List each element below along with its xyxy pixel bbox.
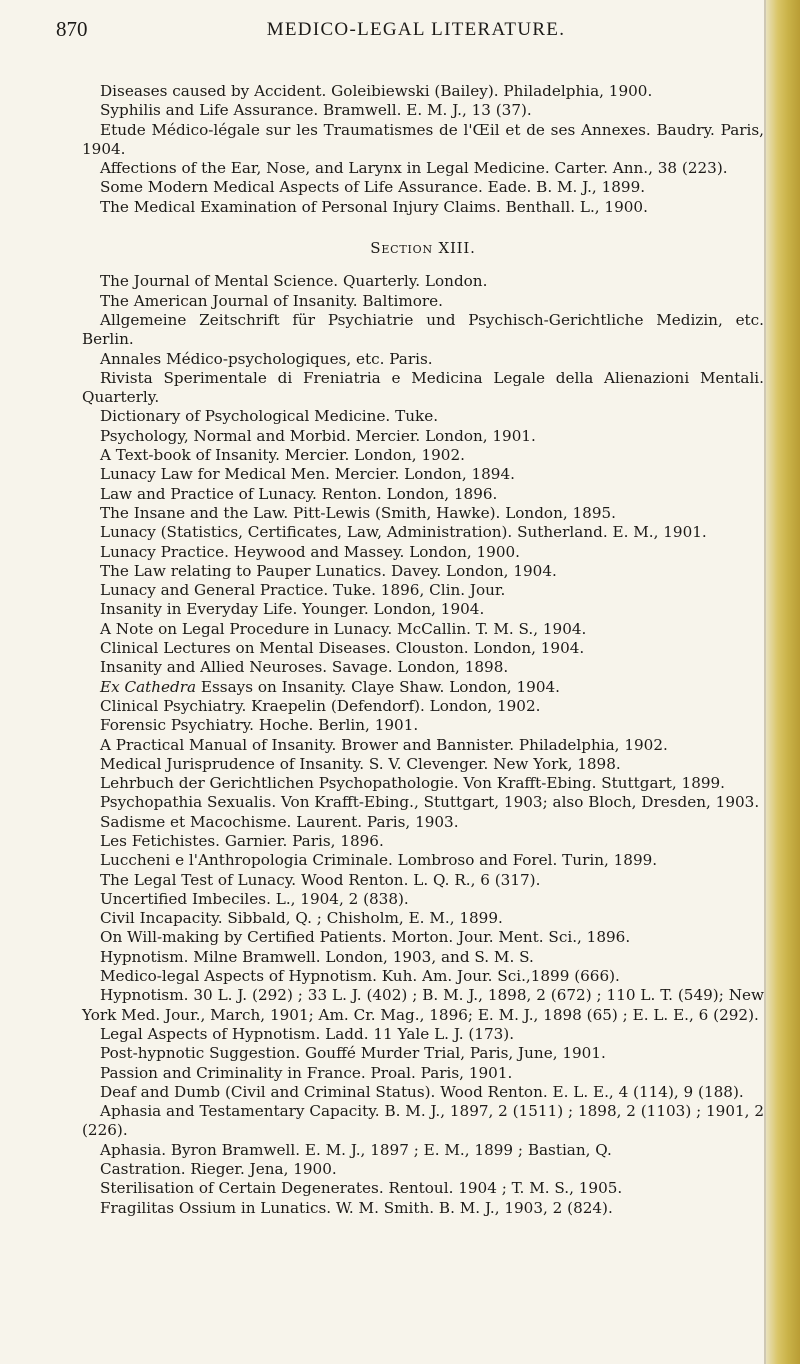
bibliography-entry: Sterilisation of Certain Degenerates. Rentoul. 1904 ; T. M. S., 1905. xyxy=(100,1179,623,1198)
bibliography-entry: Medical Jurisprudence of Insanity. S. V. Clevenger. New York, 1898. xyxy=(100,754,621,773)
bibliography-entry: Psychology, Normal and Morbid. Mercier. London, 1901. xyxy=(100,426,536,445)
page-header xyxy=(56,16,776,46)
bibliography-entry: Aphasia. Byron Bramwell. E. M. J., 1897 ; E. M., 1899 ; Bastian, Q. xyxy=(100,1140,612,1159)
ex-cathedra-italic: Ex Cathedra xyxy=(100,677,197,696)
bibliography-entry: Allgemeine Zeitschrift für Psychiatrie und Psychisch-Gerichtliche Medizin, etc. Berlin. xyxy=(82,310,764,349)
bibliography-entry: Annales Médico-psychologiques, etc. Paris. xyxy=(100,349,433,368)
bibliography-entry: Psychopathia Sexualis. Von Krafft-Ebing., Stuttgart, 1903; also Bloch, Dresden, 1903. xyxy=(100,793,760,812)
bibliography-entry: Lunacy and General Practice. Tuke. 1896, Clin. Jour. xyxy=(100,581,506,600)
bibliography-entry: Passion and Criminality in France. Proal. Paris, 1901. xyxy=(100,1063,513,1082)
bibliography-entry: Les Fetichistes. Garnier. Paris, 1896. xyxy=(100,831,384,850)
bibliography-entry xyxy=(82,678,764,697)
bibliography-entry: Clinical Psychiatry. Kraepelin (Defendorf). London, 1902. xyxy=(100,696,541,715)
bibliography-entry: Fragilitas Ossium in Lunatics. W. M. Smith. B. M. J., 1903, 2 (824). xyxy=(100,1198,613,1217)
bibliography-entry: The Legal Test of Lunacy. Wood Renton. L. Q. R., 6 (317). xyxy=(100,870,541,889)
section-heading: Section XIII. xyxy=(370,239,476,258)
bibliography-entry: Law and Practice of Lunacy. Renton. London, 1896. xyxy=(100,484,498,503)
bibliography-entry: On Will-making by Certified Patients. Morton. Jour. Ment. Sci., 1896. xyxy=(100,928,631,947)
bibliography-entry: Forensic Psychiatry. Hoche. Berlin, 1901. xyxy=(100,716,419,735)
bibliography-entry: Affections of the Ear, Nose, and Larynx in Legal Medicine. Carter. Ann., 38 (223). xyxy=(100,159,728,178)
bibliography-entry: The Law relating to Pauper Lunatics. Davey. London, 1904. xyxy=(100,561,557,580)
bibliography-entry: Sadisme et Macochisme. Laurent. Paris, 1903. xyxy=(100,812,459,831)
bibliography-entry: Dictionary of Psychological Medicine. Tuke. xyxy=(100,407,439,426)
bibliography-entry: Lunacy Law for Medical Men. Mercier. London, 1894. xyxy=(100,465,515,484)
bibliography-entry: Luccheni e l'Anthropologia Criminale. Lombroso and Forel. Turin, 1899. xyxy=(100,851,658,870)
bibliography-entry: The American Journal of Insanity. Baltimore. xyxy=(100,291,443,310)
bibliography-entry: Some Modern Medical Aspects of Life Assurance. Eade. B. M. J., 1899. xyxy=(100,178,646,197)
bibliography-entry: Syphilis and Life Assurance. Bramwell. E. M. J., 13 (37). xyxy=(100,101,532,120)
bibliography-entry: Medico-legal Aspects of Hypnotism. Kuh. Am. Jour. Sci.,1899 (666). xyxy=(100,967,620,986)
bibliography-entry: Hypnotism. 30 L. J. (292) ; 33 L. J. (402) ; B. M. J., 1898, 2 (672) ; 110 L. T. (549); New York Med. Jour., March, 1901; Am. Cr. Mag., 1896; E. M. J., 1898 (65) ; E. L. E., 6 (292). xyxy=(82,986,764,1024)
bibliography-entry: A Practical Manual of Insanity. Brower and Bannister. Philadelphia, 1902. xyxy=(100,735,668,754)
bibliography-entry: Lunacy Practice. Heywood and Massey. London, 1900. xyxy=(100,542,520,561)
bibliography-entry: Uncertified Imbeciles. L., 1904, 2 (838). xyxy=(100,889,409,908)
bibliography-entry: Lunacy (Statistics, Certificates, Law, Administration). Sutherland. E. M., 1901. xyxy=(100,523,707,542)
bibliography-entry: Insanity and Allied Neuroses. Savage. London, 1898. xyxy=(100,658,509,677)
bibliography-entry: Legal Aspects of Hypnotism. Ladd. 11 Yale L. J. (173). xyxy=(100,1024,515,1043)
running-title: MEDICO-LEGAL LITERATURE. xyxy=(266,19,566,40)
gilt-page-edge xyxy=(766,0,800,1364)
bibliography-entry: Post-hypnotic Suggestion. Gouffé Murder Trial, Paris, June, 1901. xyxy=(100,1044,606,1063)
bibliography-entry: Diseases caused by Accident. Goleibiewski (Bailey). Philadelphia, 1900. xyxy=(100,82,653,100)
bibliography-entry: Civil Incapacity. Sibbald, Q. ; Chisholm, E. M., 1899. xyxy=(100,909,503,928)
bibliography-list xyxy=(82,82,764,1218)
ex-cathedra-rest: Essays on Insanity. Claye Shaw. London, 1904. xyxy=(196,677,560,696)
bibliography-entry: Aphasia and Testamentary Capacity. B. M. J., 1897, 2 (1511) ; 1898, 2 (1103) ; 1901, 2 (226). xyxy=(82,1102,764,1140)
bibliography-entry: Castration. Rieger. Jena, 1900. xyxy=(100,1160,337,1179)
bibliography-entry: Rivista Sperimentale di Freniatria e Medicina Legale della Alienazioni Mentali. Quarterly. xyxy=(82,368,764,407)
bibliography-entry: Etude Médico-légale sur les Traumatismes de l'Œil et de ses Annexes. Baudry. Paris, 1904. xyxy=(82,120,764,158)
bibliography-entry: Hypnotism. Milne Bramwell. London, 1903, and S. M. S. xyxy=(100,947,534,966)
bibliography-entry: The Insane and the Law. Pitt-Lewis (Smith, Hawke). London, 1895. xyxy=(100,503,616,522)
bibliography-entry: Lehrbuch der Gerichtlichen Psychopathologie. Von Krafft-Ebing. Stuttgart, 1899. xyxy=(100,774,726,793)
bibliography-entry: Clinical Lectures on Mental Diseases. Clouston. London, 1904. xyxy=(100,639,585,658)
bibliography-entry: A Text-book of Insanity. Mercier. London, 1902. xyxy=(100,446,465,465)
bibliography-entry: The Journal of Mental Science. Quarterly. London. xyxy=(100,272,488,291)
bibliography-entry: Deaf and Dumb (Civil and Criminal Status). Wood Renton. E. L. E., 4 (114), 9 (188). xyxy=(100,1082,744,1101)
bibliography-entry: A Note on Legal Procedure in Lunacy. McCallin. T. M. S., 1904. xyxy=(100,619,587,638)
bibliography-entry: The Medical Examination of Personal Injury Claims. Benthall. L., 1900. xyxy=(100,197,648,216)
page-number: 870 xyxy=(56,17,88,41)
bibliography-entry: Insanity in Everyday Life. Younger. London, 1904. xyxy=(100,600,485,619)
